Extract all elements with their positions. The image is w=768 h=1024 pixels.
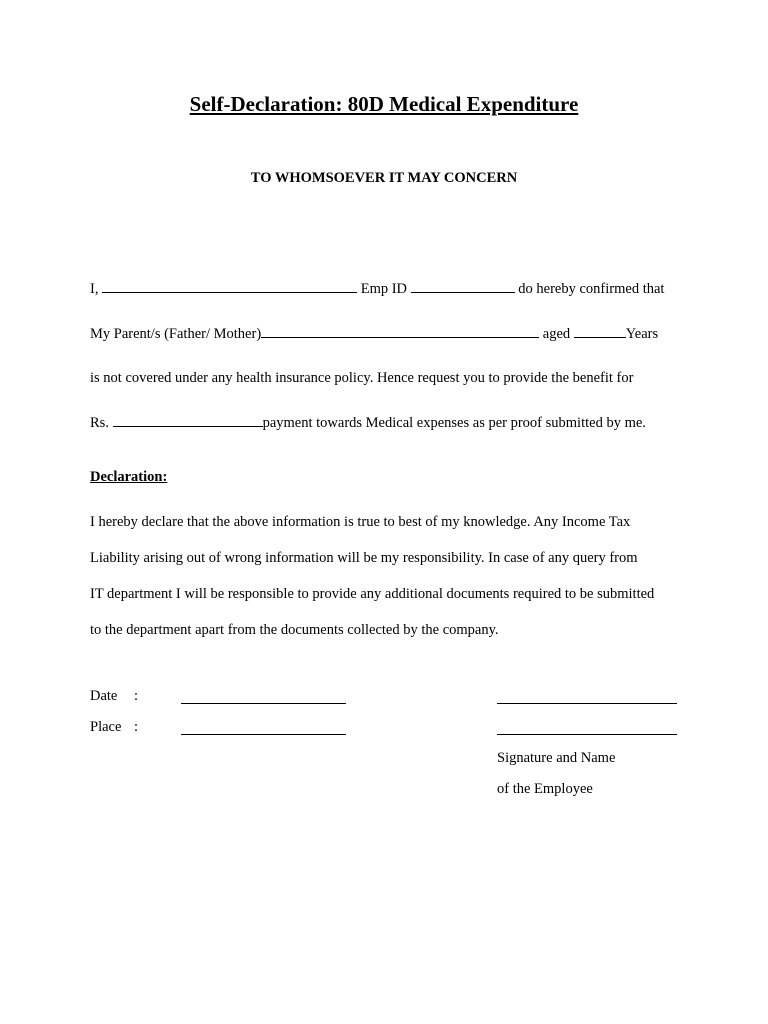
line1-mid: Emp ID	[360, 281, 408, 297]
place-colon: :	[134, 719, 139, 735]
line4-suffix: payment towards Medical expenses as per proof submitted by me.	[262, 415, 646, 431]
declaration-line-4: to the department apart from the documents collected by the company.	[90, 622, 499, 638]
emp-id-blank	[411, 280, 515, 293]
line2-prefix: My Parent/s (Father/ Mother)	[90, 326, 262, 342]
line4-prefix: Rs.	[90, 415, 109, 431]
signature-blank	[497, 690, 677, 704]
signature-caption-1: Signature and Name	[497, 750, 616, 766]
declaration-line-2: Liability arising out of wrong information will be my responsibility. In case of any query from	[90, 550, 638, 566]
line1-prefix: I,	[90, 281, 99, 297]
body-line-4	[90, 414, 646, 432]
amount-blank	[113, 414, 263, 427]
salutation: TO WHOMSOEVER IT MAY CONCERN	[250, 170, 518, 186]
parent-name-blank	[261, 325, 539, 338]
place-blank	[181, 721, 346, 735]
document-title: Self-Declaration: 80D Medical Expenditure	[189, 92, 579, 116]
body-line-2	[90, 325, 658, 343]
name-blank	[102, 280, 357, 293]
signature-caption-2: of the Employee	[497, 781, 593, 797]
date-blank	[181, 690, 346, 704]
body-line-3: is not covered under any health insurance policy. Hence request you to provide the benefit for	[90, 370, 634, 386]
declaration-line-1: I hereby declare that the above information is true to best of my knowledge. Any Income Tax	[90, 514, 631, 530]
place-label: Place	[90, 719, 122, 735]
line1-suffix: do hereby confirmed that	[518, 281, 665, 297]
line2-mid: aged	[542, 326, 571, 342]
date-label: Date	[90, 688, 118, 704]
line2-suffix: Years	[625, 326, 659, 342]
body-line-1	[90, 280, 664, 298]
date-colon: :	[134, 688, 139, 704]
age-blank	[574, 325, 626, 338]
declaration-line-3: IT department I will be responsible to provide any additional documents required to be submitted	[90, 586, 655, 602]
name-signature-blank	[497, 721, 677, 735]
declaration-heading: Declaration:	[90, 469, 168, 485]
